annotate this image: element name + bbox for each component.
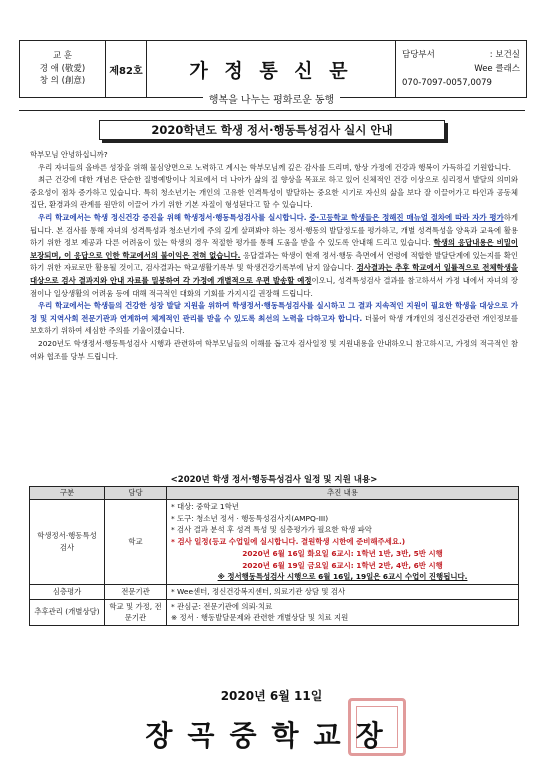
table-caption: <2020년 학생 정서·행동특성검사 일정 및 지원 내용>: [170, 475, 378, 485]
school-motto: [20, 41, 106, 97]
table-row: [30, 599, 519, 625]
dept-label: 담당부서: [402, 50, 435, 60]
p4-text: 더불어 학생 개개인의 정신건강관련 개인정보를 보호하기 위하여 세심한 주의를 기울이겠습니다.: [30, 313, 518, 336]
principal-signature: 장곡중학교장: [145, 719, 398, 752]
table-row: [30, 500, 519, 585]
category-cell: 심층평가: [30, 584, 105, 599]
p3-text-2: 응답결과는 학생이 현재 정서·행동 측면에서 연령에 적합한 발달단계에 있는지를 확인하기 위한 자료로만 활용될 것이고, 검사결과는 학교생활기록부 및 학생건강기록부에 남지 않습니다.: [30, 250, 518, 273]
schedule-date-1: 2020년 6월 16일 화요일 6교시: 1학년 1반, 3반, 5반 시행: [242, 548, 443, 558]
newsletter-title: 가 정 통 신 문: [147, 41, 396, 97]
slogan: 행복을 나누는 평화로운 동행: [0, 91, 543, 106]
paragraph-1: 우리 자녀들의 올바른 성장을 위해 물심양면으로 노력하고 계시는 학부모님께 깊은 감사를 드리며, 항상 가정에 건강과 행복이 가득하길 기원합니다.: [38, 162, 512, 172]
content-line: * 검사 결과 분석 후 성격 특성 및 심층평가가 필요한 학생 파악: [171, 525, 372, 535]
letter-body: [30, 149, 518, 363]
category-cell: 학생정서·행동특성검사: [30, 500, 105, 585]
table-header-row: [30, 487, 519, 500]
header-content: 추진 내용: [167, 487, 519, 500]
contact-info: [396, 41, 526, 97]
content-line: * 도구: 청소년 정서 · 행동특성검사지(AMPQ-III): [171, 513, 329, 523]
notice-title: 2020학년도 학생 정서·행동특성검사 실시 안내: [99, 120, 445, 140]
phone-number: 070-7097-0057,0079: [402, 78, 492, 88]
p3-highlight: 우리 학교에서는 학생 정신건강 증진을 위해 학생정서·행동특성검사를 실시합니다.: [38, 212, 307, 222]
motto-value-2: 창 의 (創意): [39, 76, 86, 87]
paragraph-2: 최근 건강에 대한 개념은 단순한 질병예방이나 치료에서 더 나아가 삶의 질 향상을 목표로 하고 있어 신체적인 건강 이상으로 심리정서 발달의 의미와 중요성이 점차 증가하고 있습니다. 특히 청소년기는 개인의 고유한 인격특성이 발달하는 중요한 시기로 자신의 삶을 보다 잘 이끌어가고 타인과 공동체 집단, 환경과의 관계를 원만히 이끌어 가기 위한 기본 자질이 형성된다고 할 수 있습니다.: [30, 175, 518, 210]
owner-cell: 학교: [105, 500, 167, 585]
owner-cell: 학교 및 가정, 전문기관: [105, 599, 167, 625]
table-row: [30, 584, 519, 599]
issue-number: 제82호: [106, 41, 147, 97]
header-divider: [19, 110, 525, 111]
paragraph-5: 2020년도 학생정서·행동특성검사 시행과 관련하여 학부모님들의 이해를 돕고자 검사일정 및 지원내용을 안내하오니 참고하시고, 가정의 적극적인 참여와 협조를 당부 드립니다.: [30, 338, 518, 361]
header-owner: 담당: [105, 487, 167, 500]
p3-text: 하게 됩니다. 본 검사를 통해 자녀의 성격특성과 청소년기에 주의 깊게 살펴봐야 하는 정서·행동의 발달정도를 평가하고, 개별 성격특성을 양육과 교육에 활용하기 위한 정보 제공과 다른 어려움이 있는 학생의 경우 적절한 평가를 통해 도움을 받을 수 있도록 안내해 드리고 있습니다.: [30, 212, 518, 248]
p3-confidential-note: 학생의 응답내용은 비밀이 보장되며, 이 응답으로 인한 학교에서의 불이익은 전혀 없습니다.: [30, 238, 518, 260]
greeting: 학부모님 안녕하십니까?: [30, 150, 108, 159]
issue-date: 2020년 6월 11일: [220, 689, 323, 703]
class-name: Wee 클래스: [474, 64, 520, 74]
category-cell: 추후관리 (개별상담): [30, 599, 105, 625]
p3-mail-note: 검사결과는 추후 학교에서 일률적으로 전체학생을 대상으로 검사 결과지와 안내 자료를 밀봉하여 각 가정에 개별적으로 우편 발송할 예정: [30, 263, 518, 285]
paragraph-3: [30, 212, 518, 300]
content-line: ※ 정서 · 행동발달문제와 관련한 개별상담 및 치료 지원: [171, 613, 349, 623]
motto-title: 교 훈: [52, 51, 73, 62]
content-cell: * Wee센터, 정신건강복지센터, 의료기관 상담 및 검사: [167, 584, 519, 599]
schedule-heading: * 검사 일정(등교 수업일에 실시합니다. 결원학생 시한에 준비해주세요.): [171, 537, 406, 547]
motto-value-1: 경 애 (敬愛): [39, 63, 86, 74]
p3-text-3: 이오니, 성격특성검사 결과를 참고하셔서 가정 내에서 자녀의 장점이나 일상생활의 어려움 등에 대해 적극적인 대화의 기회를 가지시길 권장해 드립니다.: [30, 275, 519, 298]
p4-highlight: 우리 학교에서는 학생들의 건강한 성장 발달 지원을 위하여 학생정서·행동특성검사를 실시하고 그 결과 지속적인 지원이 필요한 학생을 대상으로 가정 및 지역사회 전문기관과 연계하여 체계적인 관리를 받을 수 있도록 최선의 노력을 다하고자 합니다.: [30, 301, 518, 323]
schedule-table: [29, 486, 519, 626]
content-cell: [167, 599, 519, 625]
schedule-date-2: 2020년 6월 19일 금요일 6교시: 1학년 2반, 4반, 6반 시행: [242, 560, 443, 570]
header-category: 구분: [30, 487, 105, 500]
content-line: * 관심군: 전문기관에 의뢰·치료: [171, 601, 273, 611]
content-line: * 대상: 중학교 1학년: [171, 502, 239, 511]
p3-highlight-underlined: 중·고등학교 학생들은 정해진 매뉴얼 절차에 따라 자가 평가: [309, 212, 504, 222]
content-cell: [167, 500, 519, 585]
newsletter-header: [19, 40, 527, 98]
dept-value: : 보건실: [489, 50, 520, 60]
schedule-note: ※ 정서행동특성검사 시행으로 6월 16일, 19일은 6교시 수업이 진행됩니다.: [217, 572, 468, 582]
owner-cell: 전문기관: [105, 584, 167, 599]
paragraph-4: [30, 300, 518, 338]
